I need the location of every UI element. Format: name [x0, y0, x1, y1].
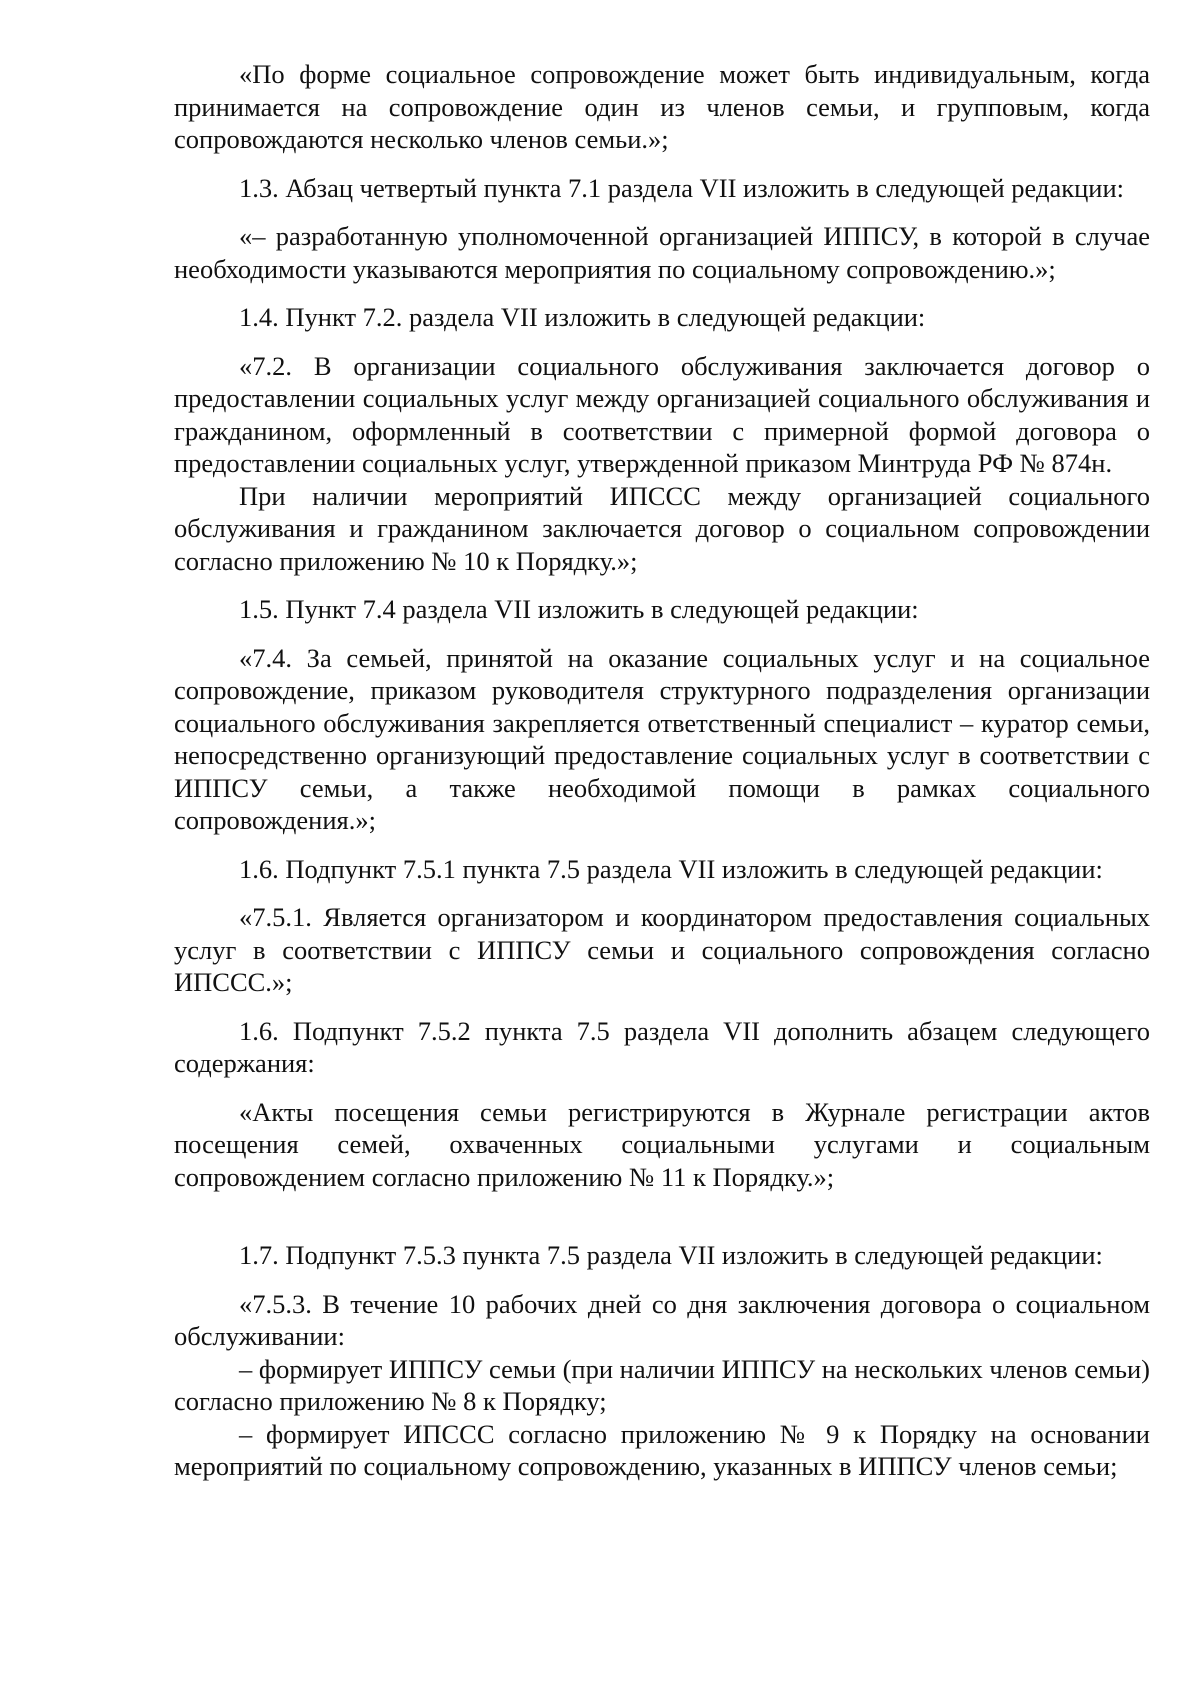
paragraph-item-1-3: 1.3. Абзац четвертый пункта 7.1 раздела VII изложить в следующей редакции:	[239, 172, 1124, 203]
paragraph-social-support-form: «По форме социальное сопровождение может быть индивидуальным, когда принимается на сопровождение один из членов семьи, и групповым, когда сопровождаются несколько членов семьи.»;	[174, 59, 1150, 154]
paragraph-item-1-3-text: «– разработанную уполномоченной организацией ИППСУ, в которой в случае необходимости указываются мероприятия по социальному сопровождению.»;	[174, 221, 1150, 284]
paragraph-item-1-7: 1.7. Подпункт 7.5.3 пункта 7.5 раздела VII изложить в следующей редакции:	[239, 1240, 1103, 1270]
paragraph-item-1-4: 1.4. Пункт 7.2. раздела VII изложить в следующей редакции:	[239, 302, 926, 332]
paragraph-item-7-5-1: «7.5.1. Является организатором и координатором предоставления социальных услуг в соответствии с ИППСУ семьи и социального сопровождения согласно ИПССС.»;	[174, 902, 1150, 997]
document-body	[174, 58, 1150, 1483]
paragraph-item-1-5: 1.5. Пункт 7.4 раздела VII изложить в следующей редакции:	[239, 594, 919, 624]
paragraph-item-1-6-b: 1.6. Подпункт 7.5.2 пункта 7.5 раздела VII дополнить абзацем следующего содержания:	[174, 1015, 1150, 1078]
paragraph-item-7-2: «7.2. В организации социального обслуживания заключается договор о предоставлении социальных услуг между организацией социального обслуживания и гражданином, оформленный в соответствии с примерной формой договора о предоставлении социальных услуг, утвержденной приказом Минтруда РФ № 874н.	[174, 350, 1150, 478]
paragraph-item-7-2-contract: При наличии мероприятий ИПССС между организацией социального обслуживания и гражданином заключается договор о социальном сопровождении согласно приложению № 10 к Порядку.»;	[174, 480, 1150, 576]
paragraph-visit-acts: «Акты посещения семьи регистрируются в Журнале регистрации актов посещения семей, охваченных социальными услугами и социальным сопровождением согласно приложению № 11 к Порядку.»;	[174, 1096, 1150, 1192]
list-item-ippsu: – формирует ИППСУ семьи (при наличии ИППСУ на нескольких членов семьи) согласно приложению № 8 к Порядку;	[174, 1353, 1150, 1416]
paragraph-item-1-6-a: 1.6. Подпункт 7.5.1 пункта 7.5 раздела VII изложить в следующей редакции:	[239, 853, 1103, 884]
paragraph-item-7-5-3: «7.5.3. В течение 10 рабочих дней со дня заключения договора о социальном обслуживании:	[174, 1288, 1150, 1351]
paragraph-item-7-4: «7.4. За семьей, принятой на оказание социальных услуг и на социальное сопровождение, приказом руководителя структурного подразделения организации социального обслуживания закрепляется ответственный специалист – куратор семьи, непосредственно организующий предоставление социальных услуг в соответствии с ИППСУ семьи, а также необходимой помощи в рамках социального сопровождения.»;	[174, 642, 1150, 835]
list-item-ipsss: – формирует ИПССС согласно приложению № 9 к Порядку на основании мероприятий по социальному сопровождению, указанных в ИППСУ членов семьи;	[174, 1418, 1150, 1481]
